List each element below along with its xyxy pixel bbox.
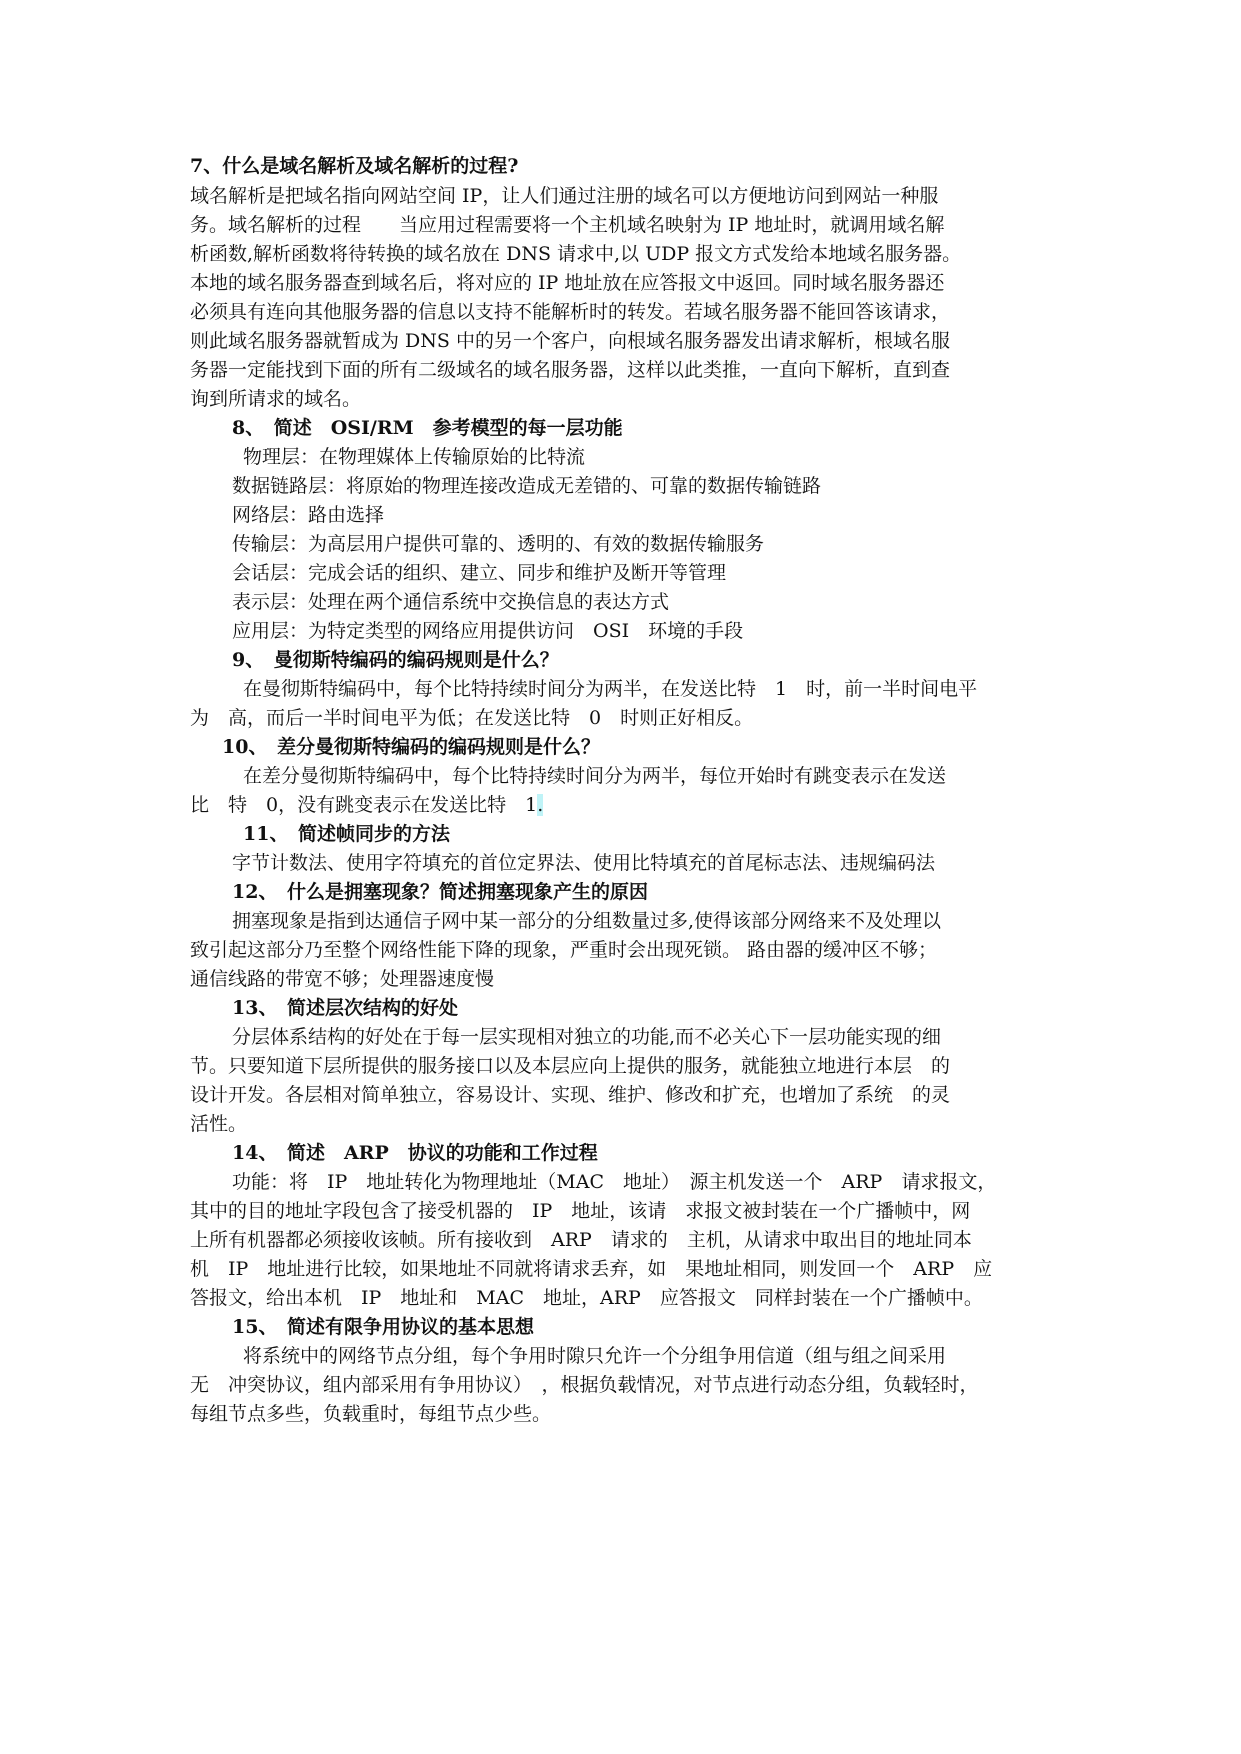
q15-line: 将系统中的网络节点分组，每个争用时隙只允许一个分组争用信道（组与组之间采用 bbox=[243, 1345, 947, 1367]
q10-line bbox=[190, 789, 543, 821]
q8-line: 传输层：为高层用户提供可靠的、透明的、有效的数据传输服务 bbox=[232, 533, 765, 555]
q8-line: 表示层：处理在两个通信系统中交换信息的表达方式 bbox=[232, 591, 670, 613]
q11-heading: 11、 简述帧同步的方法 bbox=[243, 823, 450, 845]
q7-line: 域名解析是把域名指向网站空间 IP，让人们通过注册的域名可以方便地访问到网站一种服 bbox=[190, 185, 939, 207]
q13-line: 设计开发。各层相对简单独立，容易设计、实现、维护、修改和扩充，也增加了系统 的灵 bbox=[190, 1084, 951, 1106]
q8-line: 应用层：为特定类型的网络应用提供访问 OSI 环境的手段 bbox=[232, 620, 744, 642]
q12-line: 致引起这部分乃至整个网络性能下降的现象，严重时会出现死锁。 路由器的缓冲区不够； bbox=[190, 939, 938, 961]
q13-line: 分层体系结构的好处在于每一层实现相对独立的功能,而不必关心下一层功能实现的细 bbox=[232, 1026, 942, 1048]
q7-line: 则此域名服务器就暂成为 DNS 中的另一个客户，向根域名服务器发出请求解析，根域名服 bbox=[190, 330, 950, 352]
q7-line: 务。域名解析的过程 当应用过程需要将一个主机域名映射为 IP 地址时，就调用域名解 bbox=[190, 214, 945, 236]
q9-heading: 9、 曼彻斯特编码的编码规则是什么？ bbox=[232, 649, 559, 671]
q13-heading: 13、 简述层次结构的好处 bbox=[232, 997, 458, 1019]
q14-line: 上所有机器都必须接收该帧。所有接收到 ARP 请求的 主机，从请求中取出目的地址同本 bbox=[190, 1229, 972, 1251]
q7-line: 务器一定能找到下面的所有二级域名的域名服务器，这样以此类推，一直向下解析，直到查 bbox=[190, 359, 951, 381]
q14-line: 其中的目的地址字段包含了接受机器的 IP 地址，该请 求报文被封装在一个广播帧中，网 bbox=[190, 1200, 971, 1222]
q14-line: 答报文，给出本机 IP 地址和 MAC 地址，ARP 应答报文 同样封装在一个广播帧中。 bbox=[190, 1287, 983, 1309]
q7-heading: 7、什么是域名解析及域名解析的过程? bbox=[190, 155, 519, 177]
q13-line: 活性。 bbox=[190, 1113, 248, 1135]
q9-line: 在曼彻斯特编码中，每个比特持续时间分为两半，在发送比特 1 时，前一半时间电平 bbox=[243, 678, 978, 700]
q8-line: 物理层：在物理媒体上传输原始的比特流 bbox=[243, 446, 586, 468]
q9-line: 为 高，而后一半时间电平为低；在发送比特 0 时则正好相反。 bbox=[190, 707, 754, 729]
q15-line: 无 冲突协议，组内部采用有争用协议） ，根据负载情况，对节点进行动态分组，负载轻时， bbox=[190, 1374, 979, 1396]
q13-line: 节。只要知道下层所提供的服务接口以及本层应向上提供的服务，就能独立地进行本层 的 bbox=[190, 1055, 951, 1077]
q12-line: 拥塞现象是指到达通信子网中某一部分的分组数量过多,使得该部分网络来不及处理以 bbox=[232, 910, 942, 932]
q15-heading: 15、 简述有限争用协议的基本思想 bbox=[232, 1316, 534, 1338]
q14-line: 机 IP 地址进行比较，如果地址不同就将请求丢弃，如 果地址相同，则发回一个 ARP 应 bbox=[190, 1258, 993, 1280]
highlighted-period: . bbox=[537, 794, 544, 816]
q7-line: 必须具有连向其他服务器的信息以支持不能解析时的转发。若域名服务器不能回答该请求， bbox=[190, 301, 951, 323]
q8-heading: 8、 简述 OSI/RM 参考模型的每一层功能 bbox=[232, 417, 623, 439]
q7-line: 析函数,解析函数将待转换的域名放在 DNS 请求中,以 UDP 报文方式发给本地域名服务器。 bbox=[190, 243, 962, 265]
q15-line: 每组节点多些，负载重时，每组节点少些。 bbox=[190, 1403, 552, 1425]
q11-line: 字节计数法、使用字符填充的首位定界法、使用比特填充的首尾标志法、违规编码法 bbox=[232, 852, 936, 874]
q8-line: 网络层：路由选择 bbox=[232, 504, 385, 526]
q10-heading: 10、 差分曼彻斯特编码的编码规则是什么？ bbox=[222, 736, 600, 758]
q14-line: 功能：将 IP 地址转化为物理地址（MAC 地址） 源主机发送一个 ARP 请求报文， bbox=[232, 1171, 997, 1193]
q8-line: 会话层：完成会话的组织、建立、同步和维护及断开等管理 bbox=[232, 562, 727, 584]
q7-line: 本地的域名服务器查到域名后，将对应的 IP 地址放在应答报文中返回。同时域名服务器还 bbox=[190, 272, 945, 294]
q14-heading: 14、 简述 ARP 协议的功能和工作过程 bbox=[232, 1142, 598, 1164]
q8-line: 数据链路层：将原始的物理连接改造成无差错的、可靠的数据传输链路 bbox=[232, 475, 822, 497]
q12-line: 通信线路的带宽不够；处理器速度慢 bbox=[190, 968, 495, 990]
q10-line-text: 比 特 0，没有跳变表示在发送比特 1 bbox=[190, 794, 538, 816]
q7-line: 询到所请求的域名。 bbox=[190, 388, 362, 410]
q10-line: 在差分曼彻斯特编码中，每个比特持续时间分为两半，每位开始时有跳变表示在发送 bbox=[243, 765, 947, 787]
q12-heading: 12、 什么是拥塞现象？简述拥塞现象产生的原因 bbox=[232, 881, 648, 903]
